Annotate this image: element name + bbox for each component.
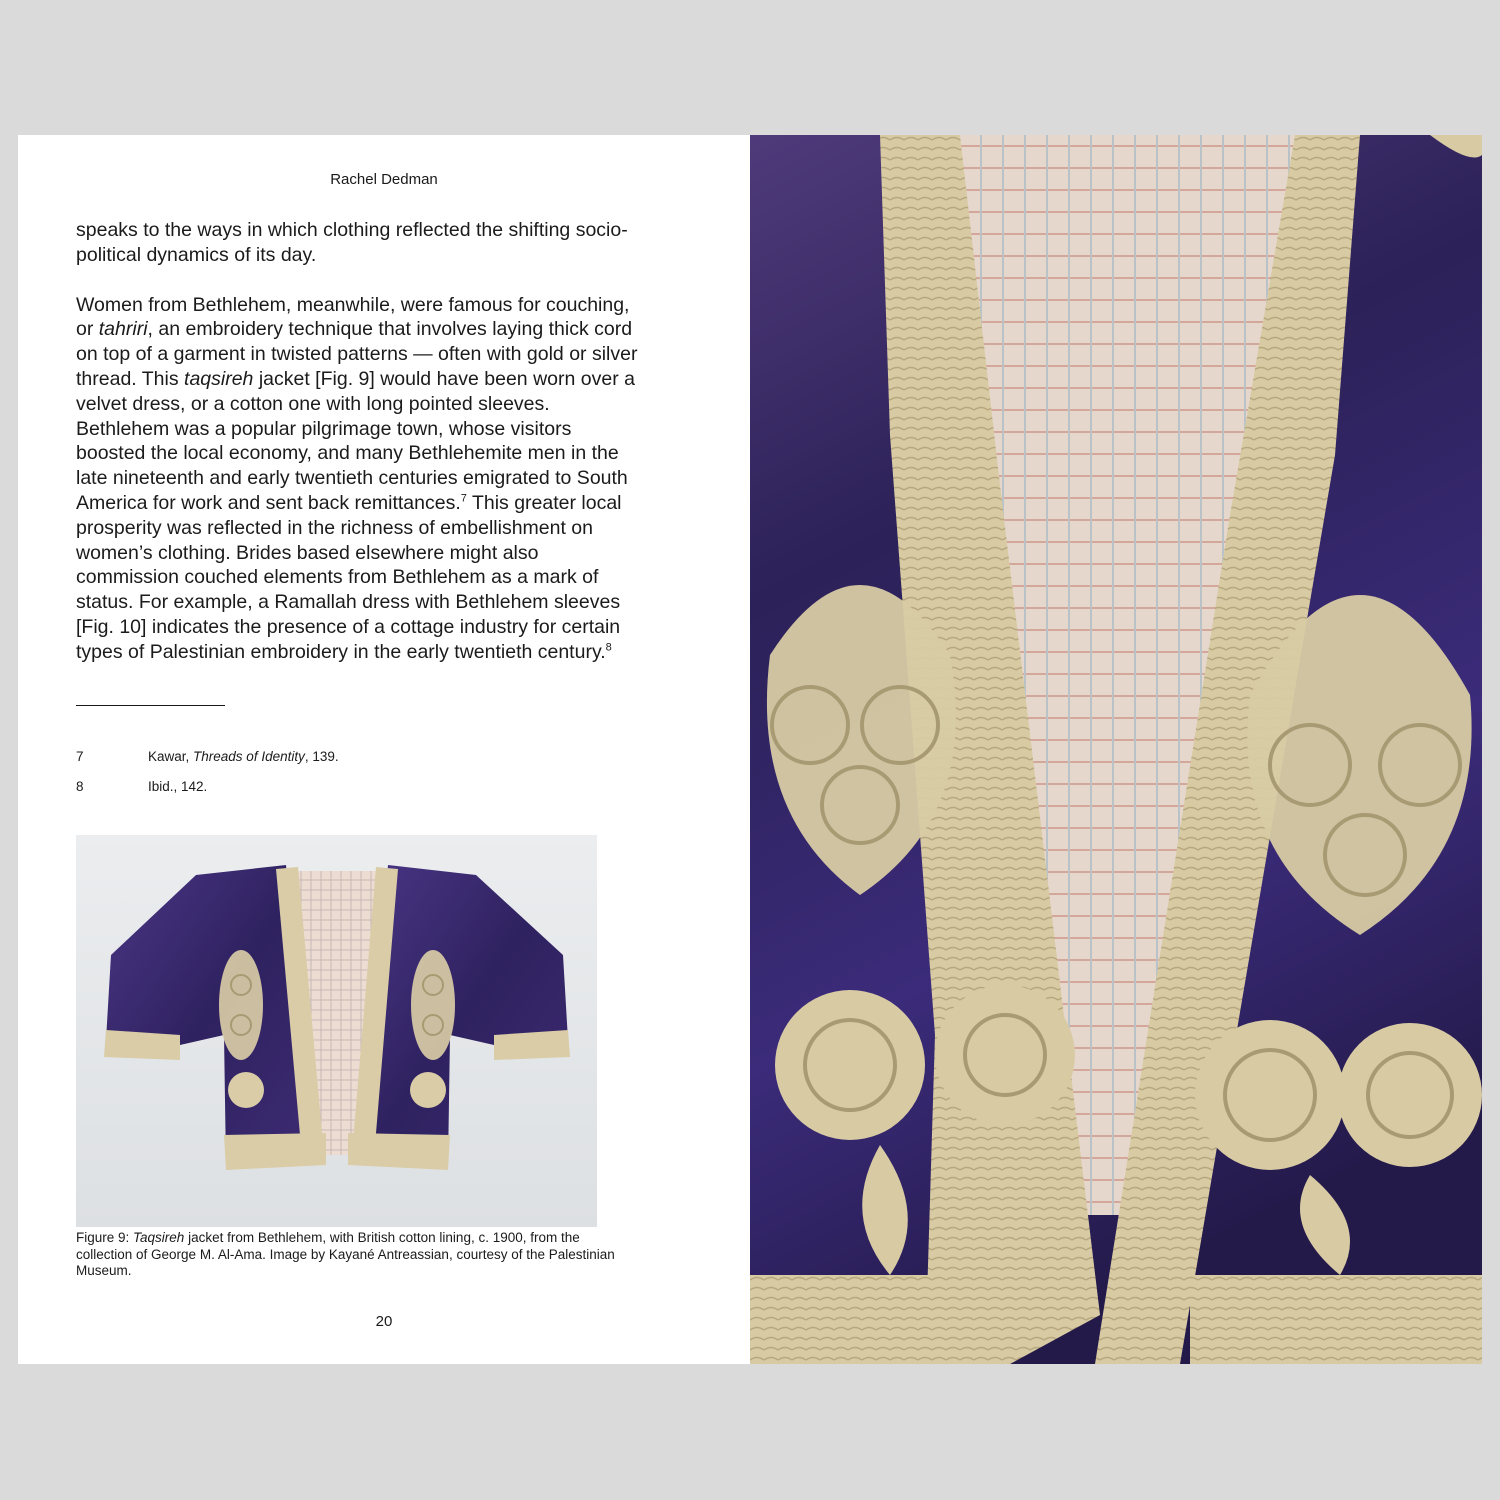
footnote-rule <box>76 705 225 706</box>
figure-9-caption: Figure 9: Taqsireh jacket from Bethlehem, with British cotton lining, c. 1900, from the collection of George M. Al-Ama. Image by Kayané Antreassian, courtesy of the Palestinian Museum. <box>76 1230 615 1278</box>
page-number: 20 <box>375 1313 393 1330</box>
running-head: Rachel Dedman <box>330 171 438 188</box>
footnote: 7 Kawar, Threads of Identity, 139. <box>76 749 339 764</box>
jacket-detail-photo <box>750 135 1482 1364</box>
footnote: 8 Ibid., 142. <box>76 779 208 794</box>
book-spread <box>18 135 1482 1364</box>
jacket-closeup-illustration <box>750 135 1482 1364</box>
body-text <box>76 218 646 690</box>
footnote-ref-8: 8 <box>605 641 612 654</box>
left-page <box>18 135 750 1364</box>
paragraph-2: Women from Bethlehem, meanwhile, were famous for couching, or tahriri, an embroidery technique that involves laying thick cord on top of a garment in twisted patterns — often with gold or silver thread. This taqsireh jacket [Fig. 9] would have been worn over a velvet dress, or a cotton one with long pointed sleeves. Bethlehem was a popular pilgrimage town, whose visitors boosted the local economy, and many Bethlehemite men in the late nineteenth and early twentieth centuries emigrated to South America for work and sent back remittances.$^7$ This greater local prosperity was reflected in the richness of embellishment on women’s clothing. Brides based elsewhere might also commission couched elements from Bethlehem as a mark of status. For example, a Ramallah dress with Bethlehem sleeves [Fig. 10] indicates the presence of a cottage industry for certain types of Palestinian embroidery in the early twentieth century.$^8$ <box>76 293 638 663</box>
figure-9-jacket-image <box>76 835 597 1227</box>
jacket-illustration <box>76 835 597 1227</box>
paragraph-1: speaks to the ways in which clothing reflected the shifting socio-political dynamics of its day. <box>76 219 628 266</box>
footnotes <box>76 749 636 809</box>
footnote-ref-7: 7 <box>460 492 467 505</box>
